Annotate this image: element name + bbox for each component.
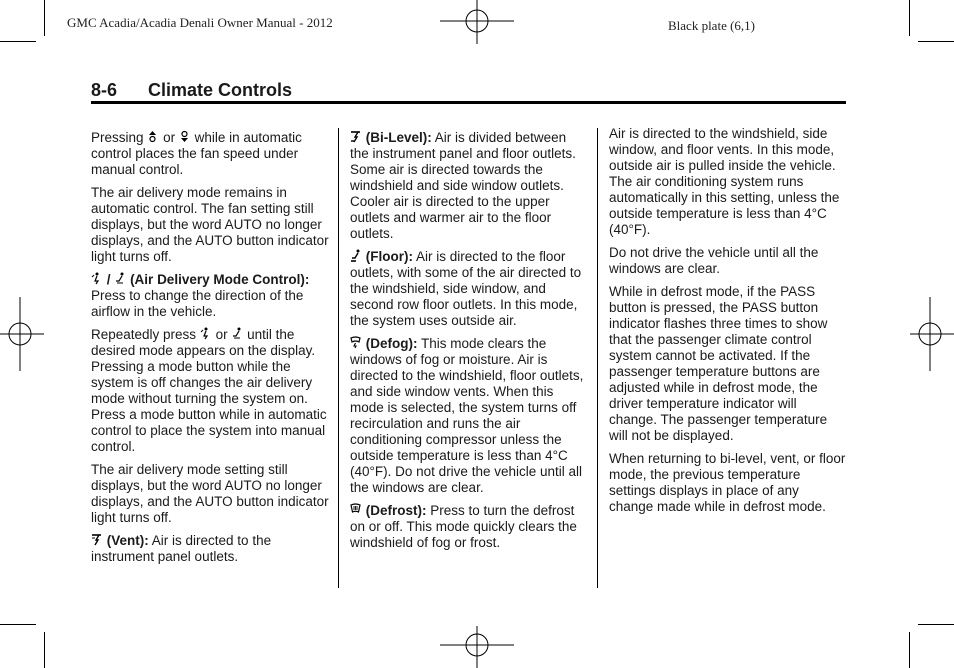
crop-mark xyxy=(44,632,45,668)
paragraph xyxy=(91,130,331,178)
paragraph xyxy=(350,336,588,496)
section-title: Climate Controls xyxy=(148,80,293,100)
crop-mark xyxy=(0,624,36,625)
fan-down-icon xyxy=(179,130,190,143)
registration-mark-icon xyxy=(440,626,514,668)
crop-mark xyxy=(0,41,36,42)
heading-rule xyxy=(91,101,846,104)
text-run: Air is directed to the floor outlets, with some of the air directed to the windshield, side window, and second row floor outlets. In this mode, the system uses outside air. xyxy=(350,249,582,328)
floor-mode-icon xyxy=(350,249,361,262)
crop-mark xyxy=(44,0,45,36)
term-label: (Floor): xyxy=(365,249,413,264)
mode-up-icon xyxy=(91,272,102,285)
paragraph xyxy=(91,272,331,320)
paragraph: Air is directed to the windshield, side window, and floor vents. In this mode, outside air is pulled inside the vehicle. The air conditioning system runs automatically in this setting, unless the outside temperature is less than 4°C (40°F). xyxy=(609,126,840,237)
text-run: This mode clears the windows of fog or moisture. Air is directed to the windshield, floor outlets, and side window vents. When this mode is selected, the system turns off recirculation and runs the air conditioning compressor unless the outside temperature is less than 4°C (40°F). Do not drive the vehicle until all the windows are clear. xyxy=(350,336,584,495)
text-run: Pressing xyxy=(91,130,144,145)
paragraph: The air delivery mode setting still displays, but the word AUTO no longer displays, and the AUTO button indicator light turns off. xyxy=(91,462,329,525)
bi-level-mode-icon xyxy=(350,130,361,143)
text-column-3 xyxy=(609,126,846,522)
registration-mark-icon xyxy=(910,297,954,371)
text-run: Air is divided between the instrument panel and floor outlets. Some air is directed towards the windshield and side window outlets. Cooler air is directed to the upper outlets and warmer air to the floor outlets. xyxy=(350,130,576,241)
crop-mark xyxy=(918,41,954,42)
registration-mark-icon xyxy=(440,0,514,44)
defog-mode-icon xyxy=(350,336,361,349)
paragraph xyxy=(350,503,588,551)
column-divider xyxy=(597,128,598,588)
fan-up-icon xyxy=(147,130,158,143)
term-label: (Air Delivery Mode Control): xyxy=(130,272,310,287)
vent-mode-icon xyxy=(91,533,102,546)
text-run: or xyxy=(215,327,228,342)
paragraph: While in defrost mode, if the PASS button is pressed, the PASS button indicator flashes three times to show that the passenger climate control system cannot be activated. If the passenger temperature buttons are adjusted while in defrost mode, the driver temperature indicator will change. The passenger temperature will not be displayed. xyxy=(609,284,828,443)
text-run: or xyxy=(163,130,176,145)
column-divider xyxy=(338,128,339,588)
text-column-2 xyxy=(350,130,588,558)
running-header-right: Black plate (6,1) xyxy=(668,18,755,33)
registration-mark-icon xyxy=(0,297,44,371)
text-run: / xyxy=(106,272,111,287)
mode-up-icon xyxy=(200,327,211,340)
mode-down-icon xyxy=(231,327,242,340)
paragraph xyxy=(350,249,588,329)
text-column-1 xyxy=(91,130,331,572)
crop-mark xyxy=(909,632,910,668)
text-run: Press to turn the defrost on or off. This mode quickly clears the windshield of fog or frost. xyxy=(350,503,577,550)
paragraph xyxy=(91,327,331,455)
paragraph: The air delivery mode remains in automatic control. The fan setting still displays, but the word AUTO no longer displays, and the AUTO button indicator light turns off. xyxy=(91,185,329,264)
section-number: 8-6 xyxy=(91,80,118,100)
paragraph xyxy=(91,533,331,565)
section-heading xyxy=(91,80,292,101)
term-label: (Bi-Level): xyxy=(365,130,432,145)
text-run: while in automatic control places the fan speed under manual control. xyxy=(91,130,302,177)
mode-down-icon xyxy=(114,272,125,285)
term-label: (Vent): xyxy=(106,533,149,548)
paragraph: Do not drive the vehicle until all the windows are clear. xyxy=(609,245,819,276)
crop-mark xyxy=(909,0,910,36)
crop-mark xyxy=(918,624,954,625)
text-run: until the desired mode appears on the display. Pressing a mode button while the system is off changes the air delivery mode without turning the system on. Press a mode button while in automatic control to place the system into manual control. xyxy=(91,327,327,454)
paragraph: When returning to bi-level, vent, or floor mode, the previous temperature settings displays in place of any change made while in defrost mode. xyxy=(609,451,846,514)
term-label: (Defrost): xyxy=(365,503,427,518)
text-run: Air is directed to the instrument panel outlets. xyxy=(91,533,272,564)
running-header-left: GMC Acadia/Acadia Denali Owner Manual - 2012 xyxy=(67,15,333,30)
term-label: (Defog): xyxy=(365,336,418,351)
text-run: Repeatedly press xyxy=(91,327,197,342)
text-run: Press to change the direction of the airflow in the vehicle. xyxy=(91,288,304,319)
paragraph xyxy=(350,130,588,242)
defrost-icon xyxy=(350,503,361,516)
